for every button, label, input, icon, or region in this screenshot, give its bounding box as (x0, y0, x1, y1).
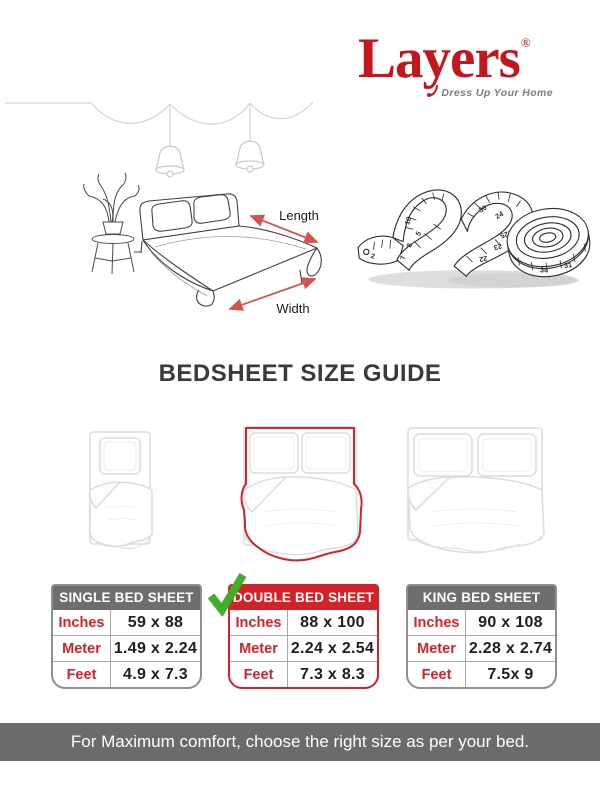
table-header: KING BED SHEET (408, 586, 555, 610)
brand-tagline: Dress Up Your Home (441, 87, 553, 99)
brand-name: Layers (358, 27, 520, 90)
svg-text:23: 23 (492, 241, 503, 252)
row-label: Feet (408, 662, 466, 687)
svg-text:25: 25 (499, 229, 510, 240)
table-row (230, 635, 377, 661)
ceiling-and-lamps (5, 102, 313, 147)
king-bed-sheet-table (406, 584, 557, 689)
double-bed-sheet-table (228, 584, 379, 689)
row-label: Meter (408, 636, 466, 661)
brand-name-row (358, 27, 563, 90)
row-label: Meter (230, 636, 288, 661)
table-row (408, 635, 555, 661)
row-label: Feet (53, 662, 111, 687)
footer-note-text: For Maximum comfort, choose the right size as per your bed. (70, 732, 530, 751)
svg-text:34: 34 (539, 266, 549, 275)
table-row (230, 610, 377, 635)
single-bed-illustration (86, 428, 158, 558)
table-row (53, 610, 200, 635)
row-label: Inches (408, 610, 466, 635)
footer-note-bar (0, 723, 600, 761)
width-label: Width (276, 301, 310, 316)
measuring-tape-illustration (352, 178, 592, 296)
table-row (408, 610, 555, 635)
row-label: Meter (53, 636, 111, 661)
plant-and-stool (84, 173, 141, 274)
table-header: SINGLE BED SHEET (53, 586, 200, 610)
pendant-lamp-icon (156, 141, 264, 177)
table-row (53, 635, 200, 661)
table-header: DOUBLE BED SHEET (230, 586, 377, 610)
length-label: Length (279, 208, 319, 223)
brand-logo (358, 27, 563, 101)
single-bed-sheet-table (51, 584, 202, 689)
row-label: Inches (230, 610, 288, 635)
logo-swash-icon (426, 85, 439, 98)
row-value: 7.5x 9 (487, 665, 534, 683)
row-value: 4.9 x 7.3 (123, 665, 188, 683)
registered-trademark-icon: ® (520, 35, 531, 50)
double-bed-illustration (234, 420, 366, 572)
table-row (230, 661, 377, 687)
svg-text:5: 5 (414, 230, 424, 238)
row-value: 2.24 x 2.54 (290, 639, 375, 657)
checkmark-icon (206, 570, 248, 616)
svg-text:7: 7 (399, 255, 408, 261)
row-value: 59 x 88 (127, 613, 184, 631)
table-row (408, 661, 555, 687)
king-bed-illustration (402, 424, 548, 566)
row-value: 7.3 x 8.3 (300, 665, 365, 683)
bedroom-illustration (5, 100, 340, 330)
svg-text:10: 10 (403, 215, 414, 226)
row-label: Feet (230, 662, 288, 687)
row-value: 1.49 x 2.24 (113, 639, 198, 657)
svg-text:2: 2 (369, 252, 376, 261)
page-title: BEDSHEET SIZE GUIDE (158, 360, 442, 387)
row-value: 88 x 100 (300, 613, 365, 631)
svg-text:30: 30 (477, 203, 489, 215)
svg-text:22: 22 (478, 253, 488, 264)
row-value: 2.28 x 2.74 (468, 639, 553, 657)
svg-text:31: 31 (563, 261, 573, 271)
svg-text:8: 8 (405, 242, 415, 249)
row-value: 90 x 108 (478, 613, 543, 631)
row-label: Inches (53, 610, 111, 635)
svg-text:24: 24 (494, 209, 505, 221)
table-row (53, 661, 200, 687)
